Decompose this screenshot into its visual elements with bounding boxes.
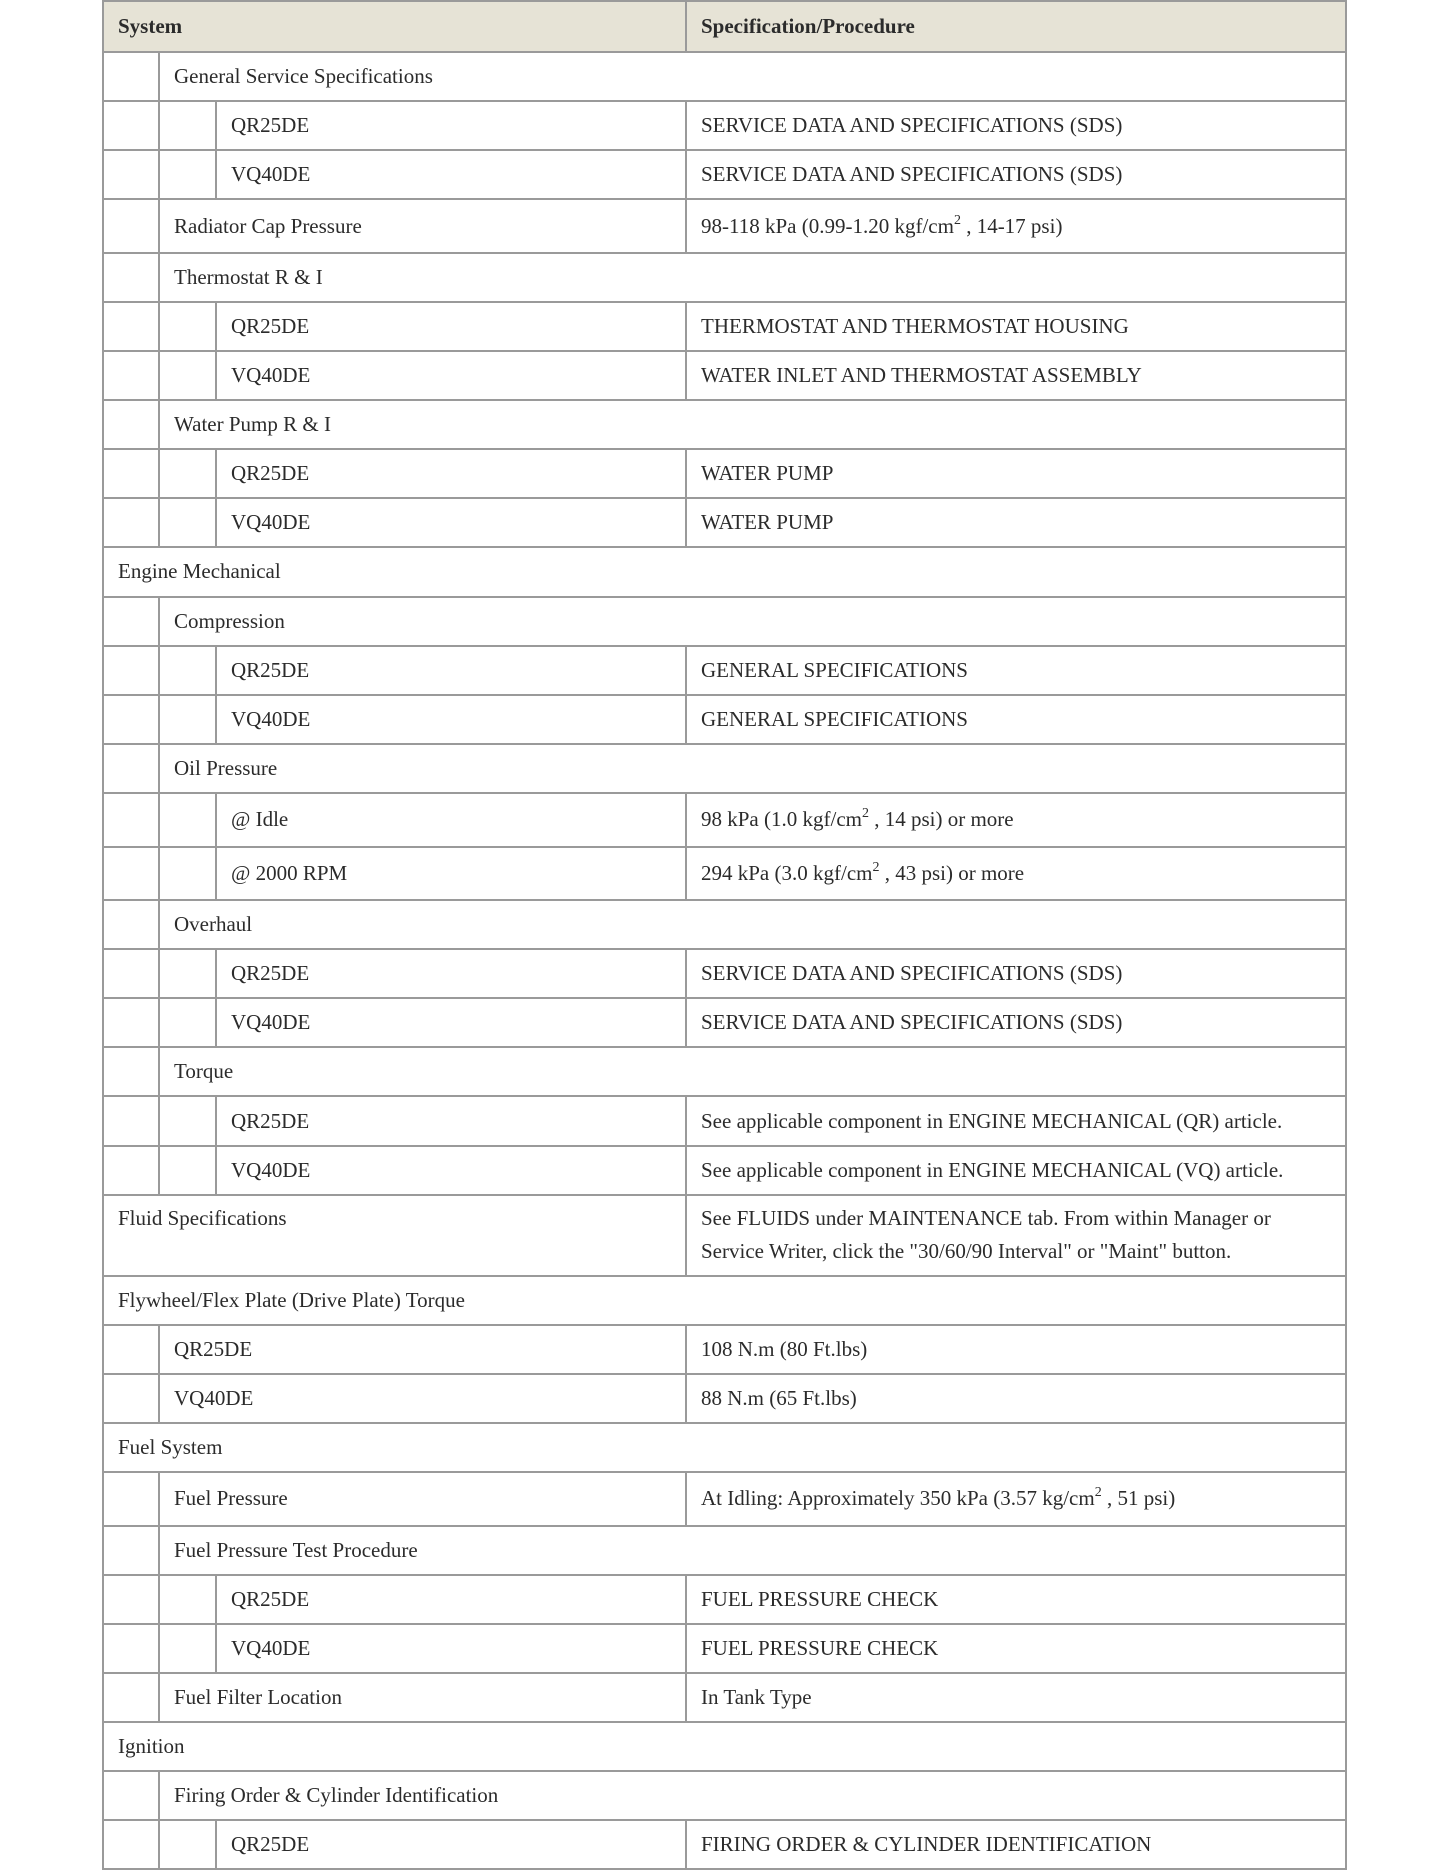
row-label: Engine Mechanical	[103, 547, 1346, 596]
row-value: SERVICE DATA AND SPECIFICATIONS (SDS)	[686, 998, 1346, 1047]
row-label: QR25DE	[216, 1096, 686, 1145]
row-label: QR25DE	[216, 949, 686, 998]
table-row	[103, 1374, 1346, 1423]
table-row	[103, 1423, 1346, 1472]
row-label: Fluid Specifications	[103, 1195, 686, 1276]
table-row	[103, 1325, 1346, 1374]
row-label: VQ40DE	[216, 150, 686, 199]
table-row	[103, 199, 1346, 253]
row-label: QR25DE	[216, 449, 686, 498]
row-value: SERVICE DATA AND SPECIFICATIONS (SDS)	[686, 949, 1346, 998]
row-label: Fuel Filter Location	[159, 1673, 686, 1722]
table-row	[103, 302, 1346, 351]
row-label: VQ40DE	[216, 351, 686, 400]
table-row	[103, 1820, 1346, 1869]
row-value: 88 N.m (65 Ft.lbs)	[686, 1374, 1346, 1423]
row-label: VQ40DE	[216, 998, 686, 1047]
specifications-table	[102, 0, 1347, 1870]
table-row	[103, 1096, 1346, 1145]
table-row	[103, 400, 1346, 449]
row-label: QR25DE	[216, 302, 686, 351]
row-label: Overhaul	[159, 900, 1346, 949]
row-value: See applicable component in ENGINE MECHANICAL (VQ) article.	[686, 1146, 1346, 1195]
table-row	[103, 1575, 1346, 1624]
row-label: Firing Order & Cylinder Identification	[159, 1771, 1346, 1820]
row-label: @ Idle	[216, 793, 686, 847]
row-label: QR25DE	[216, 1575, 686, 1624]
table-row	[103, 1195, 1346, 1276]
row-label: QR25DE	[216, 101, 686, 150]
row-label: VQ40DE	[216, 1624, 686, 1673]
row-value: See FLUIDS under MAINTENANCE tab. From within Manager or Service Writer, click the "30/60/90 Interval" or "Maint" button.	[686, 1195, 1346, 1276]
row-value: In Tank Type	[686, 1673, 1346, 1722]
table-row	[103, 1472, 1346, 1526]
table-row	[103, 744, 1346, 793]
table-row	[103, 498, 1346, 547]
row-label: Thermostat R & I	[159, 253, 1346, 302]
table-row	[103, 1526, 1346, 1575]
row-value: SERVICE DATA AND SPECIFICATIONS (SDS)	[686, 150, 1346, 199]
row-value: 108 N.m (80 Ft.lbs)	[686, 1325, 1346, 1374]
row-label: QR25DE	[216, 1820, 686, 1869]
row-label: VQ40DE	[159, 1374, 686, 1423]
row-value: 98 kPa (1.0 kgf/$cm^2$ , 14 psi) or more	[686, 793, 1346, 847]
row-value: See applicable component in ENGINE MECHANICAL (QR) article.	[686, 1096, 1346, 1145]
row-label: Flywheel/Flex Plate (Drive Plate) Torque	[103, 1276, 1346, 1325]
row-label: Torque	[159, 1047, 1346, 1096]
row-label: Radiator Cap Pressure	[159, 199, 686, 253]
table-row	[103, 1146, 1346, 1195]
row-value: FUEL PRESSURE CHECK	[686, 1624, 1346, 1673]
row-label: Fuel Pressure	[159, 1472, 686, 1526]
row-value: THERMOSTAT AND THERMOSTAT HOUSING	[686, 302, 1346, 351]
table-row	[103, 1624, 1346, 1673]
row-label: VQ40DE	[216, 695, 686, 744]
row-value: WATER INLET AND THERMOSTAT ASSEMBLY	[686, 351, 1346, 400]
table-row	[103, 101, 1346, 150]
row-label: Fuel Pressure Test Procedure	[159, 1526, 1346, 1575]
row-label: Fuel System	[103, 1423, 1346, 1472]
table-row	[103, 1771, 1346, 1820]
row-label: Compression	[159, 597, 1346, 646]
row-value: WATER PUMP	[686, 498, 1346, 547]
table-row	[103, 351, 1346, 400]
table-row	[103, 1722, 1346, 1771]
row-value: GENERAL SPECIFICATIONS	[686, 646, 1346, 695]
row-value: GENERAL SPECIFICATIONS	[686, 695, 1346, 744]
row-value: 98-118 kPa (0.99-1.20 kgf/$cm^2$ , 14-17 psi)	[686, 199, 1346, 253]
row-value: SERVICE DATA AND SPECIFICATIONS (SDS)	[686, 101, 1346, 150]
table-row	[103, 998, 1346, 1047]
table-row	[103, 1047, 1346, 1096]
table-row	[103, 847, 1346, 901]
table-row	[103, 646, 1346, 695]
spec-column-header: Specification/Procedure	[686, 1, 1346, 52]
table-row	[103, 597, 1346, 646]
table-row	[103, 949, 1346, 998]
table-row	[103, 547, 1346, 596]
table-row	[103, 695, 1346, 744]
row-label: QR25DE	[216, 646, 686, 695]
row-label: Ignition	[103, 1722, 1346, 1771]
row-label: VQ40DE	[216, 1146, 686, 1195]
row-label: VQ40DE	[216, 498, 686, 547]
table-row	[103, 793, 1346, 847]
table-row	[103, 1673, 1346, 1722]
row-label: @ 2000 RPM	[216, 847, 686, 901]
table-row	[103, 900, 1346, 949]
row-value: 294 kPa (3.0 kgf/$cm^2$ , 43 psi) or more	[686, 847, 1346, 901]
table-header-row	[103, 1, 1346, 52]
table-row	[103, 1276, 1346, 1325]
table-row	[103, 253, 1346, 302]
row-label: QR25DE	[159, 1325, 686, 1374]
row-label: General Service Specifications	[159, 52, 1346, 101]
row-value: FUEL PRESSURE CHECK	[686, 1575, 1346, 1624]
row-label: Water Pump R & I	[159, 400, 1346, 449]
table-row	[103, 52, 1346, 101]
row-value: FIRING ORDER & CYLINDER IDENTIFICATION	[686, 1820, 1346, 1869]
row-value: At Idling: Approximately 350 kPa (3.57 $kg/cm^2$ , 51 psi)	[686, 1472, 1346, 1526]
table-row	[103, 449, 1346, 498]
table-row	[103, 150, 1346, 199]
system-column-header: System	[103, 1, 686, 52]
row-value: WATER PUMP	[686, 449, 1346, 498]
row-label: Oil Pressure	[159, 744, 1346, 793]
